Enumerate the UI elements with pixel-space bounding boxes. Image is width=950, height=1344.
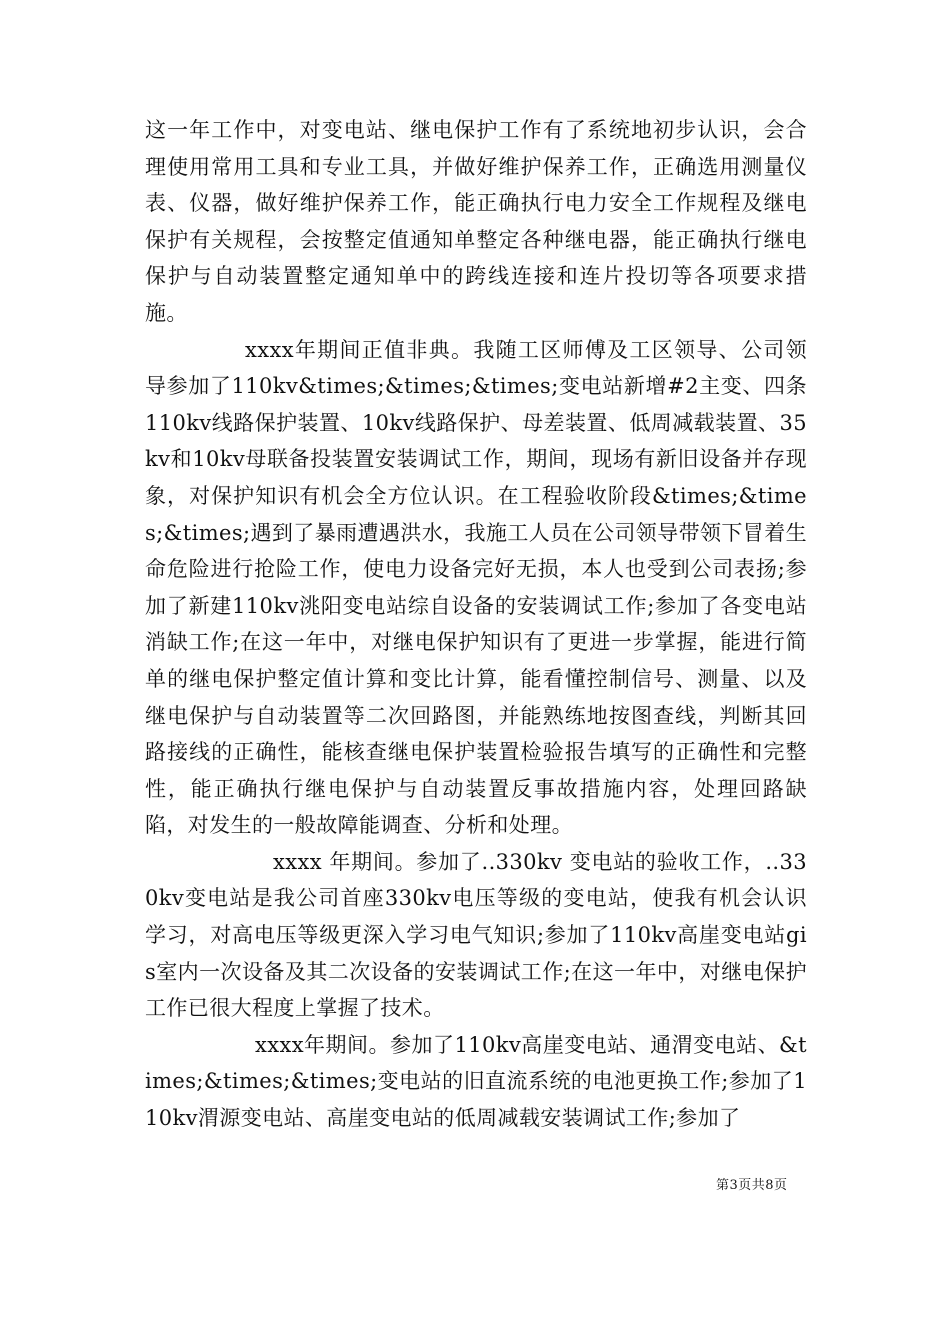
paragraph-3: xxxx 年期间。参加了..330kv 变电站的验收工作，..330kv变电站是我公司首座330kv电压等级的变电站，使我有机会认识学习，对高电压等级更深入学习电气知识;参加了110kv高崖变电站gis室内一次设备及其二次设备的安装调试工作;在这一年中，对继电保护工作已很大程度上掌握了技术。: [145, 849, 807, 1021]
paragraph-2: xxxx年期间正值非典。我随工区师傅及工区领导、公司领导参加了110kv&times;&times;&times;变电站新增#2主变、四条110kv线路保护装置、10kv线路保护、母差装置、低周减载装置、35kv和10kv母联备投装置安装调试工作，期间，现场有新旧设备并存现象，对保护知识有机会全方位认识。在工程验收阶段&times;&times;&times;遇到了暴雨遭遇洪水，我施工人员在公司领导带领下冒着生命危险进行抢险工作，使电力设备完好无损，本人也受到公司表扬;参加了新建110kv洮阳变电站综自设备的安装调试工作;参加了各变电站消缺工作;在这一年中，对继电保护知识有了更进一步掌握，能进行简单的继电保护整定值计算和变比计算，能看懂控制信号、测量、以及继电保护与自动装置等二次回路图，并能熟练地按图查线，判断其回路接线的正确性，能核查继电保护装置检验报告填写的正确性和完整性，能正确执行继电保护与自动装置反事故措施内容，处理回路缺陷，对发生的一般故障能调查、分析和处理。: [145, 337, 807, 838]
document-body: [145, 112, 807, 1137]
paragraph-1: 这一年工作中，对变电站、继电保护工作有了系统地初步认识，会合理使用常用工具和专业工具，并做好维护保养工作，正确选用测量仪表、仪器，做好维护保养工作，能正确执行电力安全工作规程及继电保护有关规程，会按整定值通知单整定各种继电器，能正确执行继电保护与自动装置整定通知单中的跨线连接和连片投切等各项要求措施。: [145, 118, 807, 325]
paragraph-4: xxxx年期间。参加了110kv高崖变电站、通渭变电站、&times;&times;&times;变电站的旧直流系统的电池更换工作;参加了110kv渭源变电站、高崖变电站的低周减载安装调试工作;参加了: [145, 1032, 807, 1131]
page-number-footer: 第3页共8页: [716, 1178, 788, 1193]
